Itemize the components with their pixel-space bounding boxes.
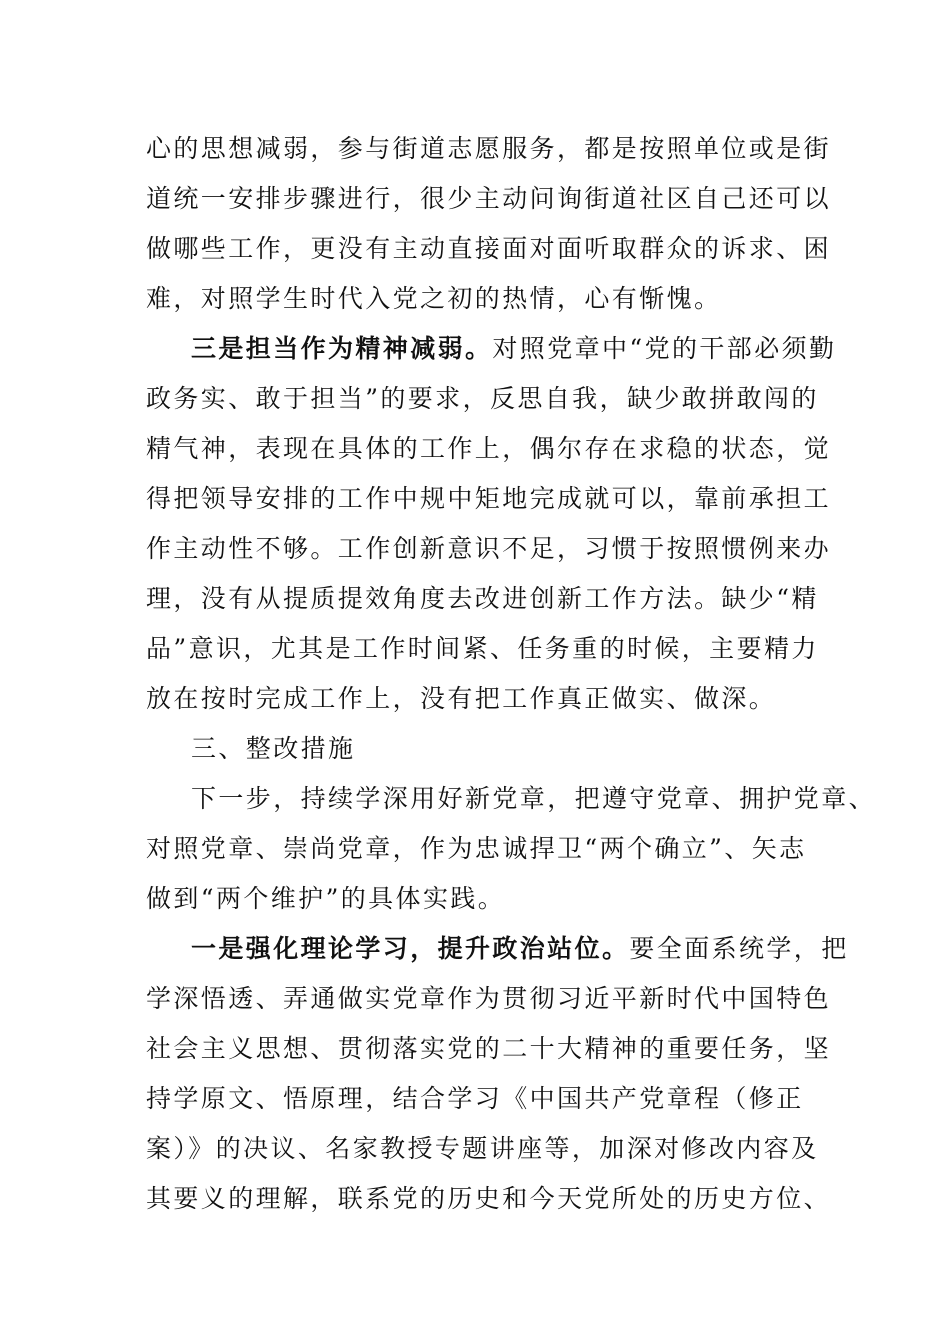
heading-text: 三、整改措施 (191, 734, 356, 763)
text-line: 作主动性不够。工作创新意识不足，习惯于按照惯例来办 (146, 534, 832, 563)
paragraph-bold-lead: 三是担当作为精神减弱。 (191, 334, 493, 363)
text-line: 道统一安排步骤进行，很少主动问询街道社区自己还可以 (146, 184, 832, 213)
text-line: 精气神，表现在具体的工作上，偶尔存在求稳的状态，觉 (146, 434, 832, 463)
text-line (146, 924, 849, 974)
paragraph-responsibility (146, 324, 837, 724)
text-line: 学深悟透、弄通做实党章作为贯彻习近平新时代中国特色 (146, 984, 832, 1013)
text-line: 放在按时完成工作上，没有把工作真正做实、做深。 (146, 684, 777, 713)
section-heading (146, 724, 826, 774)
text-line: 其要义的理解，联系党的历史和今天党所处的历史方位、 (146, 1184, 832, 1213)
text-line: 做哪些工作，更没有主动直接面对面听取群众的诉求、困 (146, 234, 832, 263)
text-line: 下一步，持续学深用好新党章，把遵守党章、拥护党章、 (191, 784, 877, 813)
text-line: 持学原文、悟原理，结合学习《中国共产党章程（修正 (146, 1084, 804, 1113)
document-body (146, 124, 877, 1224)
text-span: 要全面系统学，把 (629, 934, 849, 963)
paragraph-bold-lead: 一是强化理论学习，提升政治站位。 (191, 934, 630, 963)
text-line: 难，对照学生时代入党之初的热情，心有惭愧。 (146, 284, 722, 313)
text-line: 案）》的决议、名家教授专题讲座等，加深对修改内容及 (146, 1134, 819, 1163)
text-line: 政务实、敢于担当”的要求，反思自我，缺少敢拼敢闯的 (146, 384, 819, 413)
paragraph-theory-study (146, 924, 849, 1224)
paragraph-continuation (146, 124, 832, 324)
paragraph-next-step (146, 774, 877, 924)
text-line (146, 324, 837, 374)
text-line: 心的思想减弱，参与街道志愿服务，都是按照单位或是街 (146, 134, 832, 163)
text-line: 得把领导安排的工作中规中矩地完成就可以，靠前承担工 (146, 484, 832, 513)
text-line: 做到“两个维护”的具体实践。 (146, 884, 506, 913)
text-span: 对照党章中“党的干部必须勤 (492, 334, 837, 363)
text-line: 社会主义思想、贯彻落实党的二十大精神的重要任务，坚 (146, 1034, 832, 1063)
text-line: 对照党章、崇尚党章，作为忠诚捍卫“两个确立”、矢志 (146, 834, 807, 863)
text-line: 品”意识，尤其是工作时间紧、任务重的时候，主要精力 (146, 634, 819, 663)
text-line: 理，没有从提质提效角度去改进创新工作方法。缺少“精 (146, 584, 819, 613)
